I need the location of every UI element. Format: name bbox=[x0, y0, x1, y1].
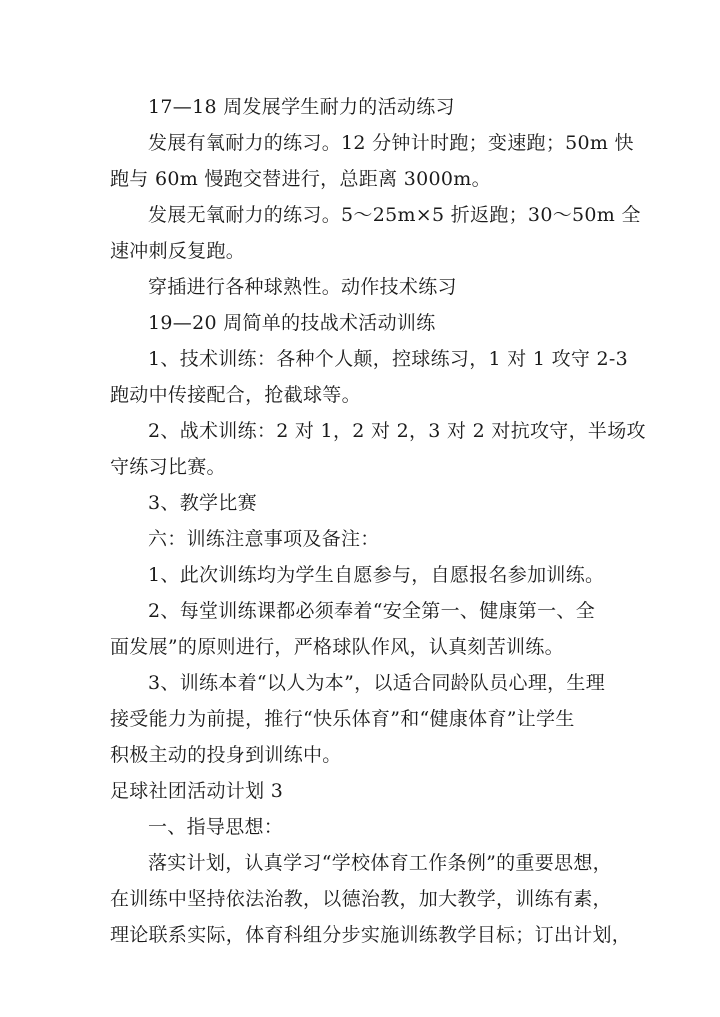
paragraph-line: 在训练中坚持依法治教，以德治教，加大教学，训练有素， bbox=[110, 888, 612, 910]
paragraph-line: 穿插进行各种球熟性。动作技术练习 bbox=[148, 276, 457, 298]
paragraph-line: 2、战术训练：2 对 1，2 对 2，3 对 2 对抗攻守，半场攻 bbox=[148, 420, 646, 442]
paragraph-line: 理论联系实际，体育科组分步实施训练教学目标；订出计划， bbox=[110, 924, 632, 946]
paragraph-line: 跑与 60m 慢跑交替进行，总距离 3000m。 bbox=[110, 168, 491, 190]
section-heading: 17—18 周发展学生耐力的活动练习 bbox=[148, 96, 455, 118]
paragraph-line: 跑动中传接配合，抢截球等。 bbox=[110, 384, 361, 406]
paragraph-line: 积极主动的投身到训练中。 bbox=[110, 744, 342, 766]
paragraph-line: 1、技术训练：各种个人颠，控球练习，1 对 1 攻守 2-3 bbox=[148, 348, 629, 370]
paragraph-line: 3、训练本着“以人为本”，以适合同龄队员心理，生理 bbox=[148, 672, 606, 694]
paragraph-line: 落实计划，认真学习“学校体育工作条例”的重要思想， bbox=[148, 852, 612, 874]
paragraph-line: 守练习比赛。 bbox=[110, 456, 226, 478]
paragraph-line: 1、此次训练均为学生自愿参与，自愿报名参加训练。 bbox=[148, 564, 605, 586]
paragraph-line: 发展无氧耐力的练习。5～25m×5 折返跑；30～50m 全 bbox=[148, 204, 641, 226]
paragraph-line: 面发展”的原则进行，严格球队作风，认真刻苦训练。 bbox=[110, 636, 564, 658]
paragraph-line: 接受能力为前提，推行“快乐体育”和“健康体育”让学生 bbox=[110, 708, 575, 730]
paragraph-line: 发展有氧耐力的练习。12 分钟计时跑；变速跑；50m 快 bbox=[148, 132, 634, 154]
document-title: 足球社团活动计划 3 bbox=[110, 780, 284, 802]
section-heading: 一、指导思想： bbox=[148, 816, 284, 838]
section-heading: 六：训练注意事项及备注： bbox=[148, 528, 380, 550]
section-heading: 19—20 周简单的技战术活动训练 bbox=[148, 312, 436, 334]
paragraph-line: 2、每堂训练课都必须奉着“安全第一、健康第一、全 bbox=[148, 600, 596, 622]
paragraph-line: 速冲刺反复跑。 bbox=[110, 240, 246, 262]
paragraph-line: 3、教学比赛 bbox=[148, 492, 257, 514]
